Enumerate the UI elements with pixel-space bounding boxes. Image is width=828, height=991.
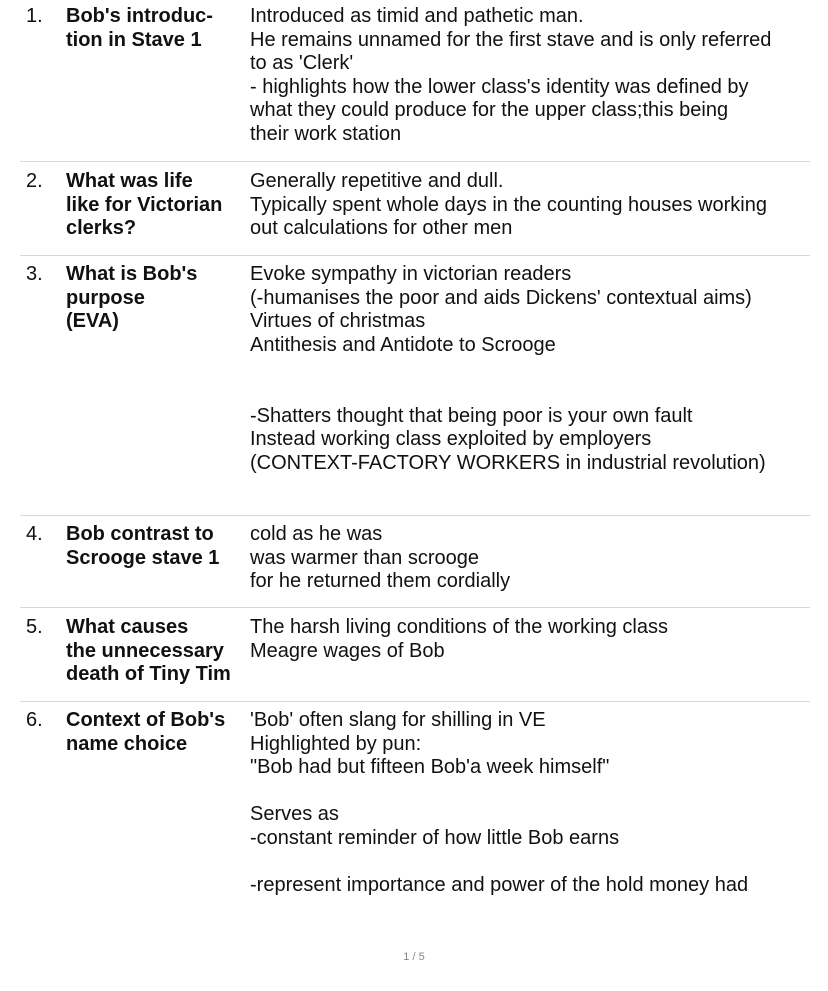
definition-line: -represent importance and power of the hold money had: [250, 874, 749, 897]
card-divider: [20, 701, 810, 702]
flashcard-6: [20, 709, 810, 909]
definition-line: Serves as: [250, 803, 339, 826]
term-line: name choice: [66, 732, 188, 755]
definition-line: Evoke sympathy in victorian readers: [250, 263, 572, 285]
term-line: death of Tiny Tim: [66, 663, 231, 686]
term-line: like for Victorian: [66, 193, 223, 216]
card-divider: [20, 515, 810, 516]
term-line: purpose: [66, 286, 145, 309]
card-number: 1.: [26, 5, 43, 27]
card-term: [66, 263, 246, 334]
card-number: 5.: [26, 616, 43, 638]
definition-line: Highlighted by pun:: [250, 732, 422, 755]
definition-line: for he returned them cordially: [250, 570, 511, 593]
card-definition: [250, 523, 810, 594]
definition-line: "Bob had but fifteen Bob'a week himself": [250, 756, 610, 779]
definition-line: Typically spent whole days in the counting houses working: [250, 193, 767, 216]
flashcard-4: [20, 523, 810, 603]
card-definition: [250, 5, 810, 147]
card-term: [66, 709, 246, 756]
flashcard-1: [20, 5, 810, 155]
card-number: 6.: [26, 709, 43, 731]
definition-line: Introduced as timid and pathetic man.: [250, 5, 584, 27]
card-divider: [20, 161, 810, 162]
blank-line: [250, 780, 810, 804]
card-term: [66, 5, 246, 52]
term-line: Context of Bob's: [66, 709, 226, 731]
definition-line: Instead working class exploited by employers: [250, 428, 652, 451]
card-number: 2.: [26, 170, 43, 192]
definition-line: He remains unnamed for the first stave and is only referred: [250, 28, 772, 51]
card-term: [66, 170, 246, 241]
term-line: What causes: [66, 616, 189, 638]
definition-line: to as 'Clerk': [250, 52, 354, 75]
definition-line: cold as he was: [250, 523, 383, 545]
card-term: [66, 523, 246, 570]
card-number: 3.: [26, 263, 43, 285]
term-line: the unnecessary: [66, 639, 224, 662]
card-term: [66, 616, 246, 687]
blank-line: [250, 851, 810, 875]
definition-line: what they could produce for the upper class;this being: [250, 99, 729, 122]
definition-line: - highlights how the lower class's identity was defined by: [250, 75, 749, 98]
term-line: What was life: [66, 170, 193, 192]
definition-line: (CONTEXT-FACTORY WORKERS in industrial revolution): [250, 451, 766, 474]
term-line: tion in Stave 1: [66, 28, 202, 51]
page-indicator: 1 / 5: [403, 951, 425, 963]
card-divider: [20, 607, 810, 608]
definition-line: The harsh living conditions of the working class: [250, 616, 668, 638]
card-number: 4.: [26, 523, 43, 545]
card-definition: [250, 263, 810, 475]
card-definition: [250, 709, 810, 898]
definition-line: (-humanises the poor and aids Dickens' contextual aims): [250, 286, 752, 309]
definition-line: Virtues of christmas: [250, 310, 426, 333]
card-definition: [250, 616, 810, 663]
term-line: Scrooge stave 1: [66, 546, 220, 569]
flashcard-2: [20, 170, 810, 250]
definition-line: Generally repetitive and dull.: [250, 170, 504, 192]
term-line: Bob contrast to: [66, 523, 214, 545]
definition-line: their work station: [250, 122, 402, 145]
definition-line: 'Bob' often slang for shilling in VE: [250, 709, 546, 731]
card-divider: [20, 255, 810, 256]
definition-line: -constant reminder of how little Bob earns: [250, 826, 620, 849]
definition-line: -Shatters thought that being poor is your own fault: [250, 404, 693, 427]
flashcard-5: [20, 616, 810, 696]
term-line: clerks?: [66, 217, 137, 240]
term-line: What is Bob's: [66, 263, 198, 285]
card-definition: [250, 170, 810, 241]
blank-line: [250, 381, 810, 405]
definition-line: Antithesis and Antidote to Scrooge: [250, 333, 556, 356]
term-line: (EVA): [66, 310, 119, 333]
blank-line: [250, 357, 810, 381]
flashcard-3: [20, 263, 810, 503]
definition-line: was warmer than scrooge: [250, 546, 479, 569]
definition-line: out calculations for other men: [250, 217, 513, 240]
definition-line: Meagre wages of Bob: [250, 639, 445, 662]
term-line: Bob's introduc-: [66, 5, 213, 27]
